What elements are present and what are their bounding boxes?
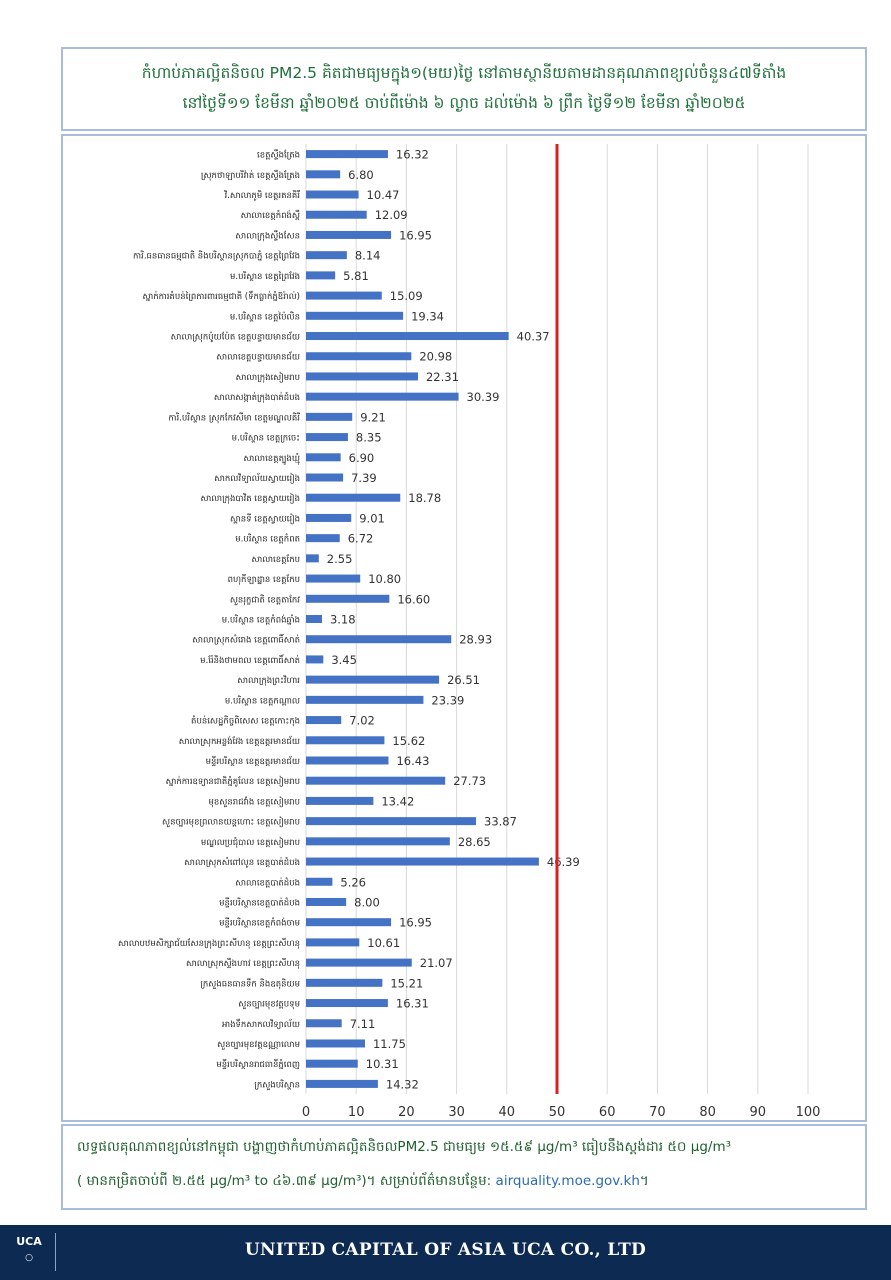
bar [306,211,367,219]
data-label: 2.55 [326,551,353,566]
bar [306,756,388,764]
x-tick-label: 40 [498,1105,516,1120]
company-name: UNITED CAPITAL OF ASIA UCA CO., LTD [244,1240,647,1260]
bar [306,615,322,623]
footnote-box [61,1124,867,1210]
category-label: សាកលវិទ្យាល័យស្វាយរៀង [214,474,300,485]
data-label: 40.37 [516,329,550,344]
uca-logo-text: UCA [16,1235,42,1248]
x-tick-label: 30 [448,1105,465,1120]
bar [306,413,352,421]
data-label: 16.32 [395,147,429,162]
bar [306,150,388,158]
data-label: 20.98 [419,349,453,364]
bar [306,534,340,542]
x-tick-label: 100 [795,1105,821,1120]
data-label: 16.60 [397,592,431,607]
bar [306,372,418,380]
data-label: 18.78 [408,491,442,506]
chart-title-line-2: នៅថ្ងៃទី១១ ខែមីនា ឆ្នាំ២០២៥ ចាប់ពីម៉ោង ៦ ល្ងាច ដល់ម៉ោង ៦ ព្រឹក ថ្ងៃទី១២ ខែមីនា ឆ្នាំ២០២៥ [182,94,746,112]
data-label: 33.87 [484,814,517,829]
bar [306,595,389,603]
category-label: មន្ទីរបរិស្ថានរាជធានីភ្នំពេញ [216,1060,300,1071]
bar [306,474,343,482]
bar [306,312,403,320]
bar [306,797,373,805]
category-label: ម.បរិស្ថាន ខេត្តព្រៃវែង [230,271,300,282]
bar [306,736,384,744]
category-label: វិ.សាលាភូមិ ខេត្តរតនគិរី [224,191,300,202]
data-label: 9.01 [359,511,385,526]
bar [306,170,340,178]
category-label: ម.បរិស្ថាន ខេត្តកំពត [235,534,300,545]
chart-panel [61,134,867,1122]
data-label: 28.93 [459,632,493,647]
category-label: សាលាស្រុកប៉ូយប៉ែត ខេត្តបន្ទាយមានជ័យ [170,332,300,343]
chart-title-line-1: កំហាប់ភាគល្អិតនិចល PM2.5 គិតជាមធ្យមក្នុង១(មយ)ថ្ងៃ នៅតាមស្ថានីយតាមដានគុណភាពខ្យល់ចំនួន៤៧ទីតាំង [141,64,787,82]
category-label: សាលាខេត្តកំពង់ស្ពឺ [240,211,300,222]
category-label: សួនច្បារមុខវត្តបទុម [238,999,300,1010]
data-label: 5.81 [343,268,369,283]
bar [306,1039,365,1047]
bar [306,999,388,1007]
category-label: ស្រុកថាឡាបរិវ៉ាត់ ខេត្តស្ទឹងត្រែង [200,170,300,181]
data-label: 14.32 [385,1077,419,1092]
category-label: សាលាស្រុកសំពៅលូន ខេត្តបាត់ដំបង [184,858,300,869]
data-label: 7.39 [351,471,377,486]
bar [306,433,348,441]
category-label: មន្ទីរបរិស្ថានខេត្តបាត់ដំបង [219,898,300,909]
chart-title-box [61,47,867,131]
footnote-line-2-end: ។ [639,1173,649,1189]
bar [306,1019,342,1027]
data-label: 8.35 [355,430,382,445]
bar [306,918,391,926]
x-tick-label: 0 [301,1105,311,1120]
data-label: 10.31 [365,1057,399,1072]
category-label: មន្ទីរបរិស្ថាន ខេត្តឧត្តរមានជ័យ [205,756,300,767]
bar [306,514,351,522]
bar [306,858,539,866]
category-label: សួនច្បារមុខព្រលានយន្តហោះ ខេត្តសៀមរាប [161,817,300,828]
data-label: 8.14 [354,248,381,263]
category-label: សាលាបឋមសិក្សាជ័យសែនក្រុងព្រះសីហនុ ខេត្តព្រះសីហនុ [117,938,300,949]
data-label: 10.80 [368,572,402,587]
data-label: 28.65 [457,834,491,849]
category-label: មន្ទីរបរិស្ថានខេត្តកំពង់ចាម [219,918,300,929]
bar [306,837,450,845]
data-label: 26.51 [447,673,481,688]
category-label: ស្នាក់ការតំបន់ព្រៃការពារធម្មជាតិ (ទឹកធ្លាក់ភ្នំឱរ៉ាល់) [142,292,300,303]
bar [306,554,319,562]
data-label: 15.62 [392,733,426,748]
category-label: ខេត្តស្ទឹងត្រែង [257,150,300,161]
category-label: សួនរុក្ខជាតិ ខេត្តតាកែវ [229,595,300,606]
category-label: សាលាខេត្តបាត់ដំបង [235,878,300,889]
category-label: សាលាស្រុកសំរោង ខេត្តពោធិ៍សាត់ [192,635,300,646]
bar [306,655,323,663]
bar [306,332,509,340]
bar [306,191,359,199]
data-label: 15.21 [390,976,424,991]
data-label: 16.95 [399,915,433,930]
pm25-bar-chart [63,136,865,1120]
data-label: 12.09 [374,208,408,223]
category-label: សាលាក្រុងសៀមរាប [235,372,300,383]
x-tick-label: 20 [398,1105,415,1120]
category-label: អាងទឹកសាកលវិទ្យាល័យ [222,1019,300,1030]
bar [306,817,476,825]
data-label: 16.43 [396,753,430,768]
bar [306,716,341,724]
category-label: សាលាស្រុកស្ទឹងហាវ ខេត្តព្រះសីហនុ [185,959,300,970]
x-tick-label: 90 [749,1105,767,1120]
x-tick-label: 70 [649,1105,666,1120]
category-label: ការិ.បរិស្ថាន ស្រុកកែវសីមា ខេត្តមណ្ឌលគិរី [168,413,300,424]
category-label: សាលាស្រុកអន្លង់វែង ខេត្តឧត្តរមានជ័យ [178,736,300,747]
data-label: 8.00 [354,895,380,910]
category-label: សាលាខេត្តបន្ទាយមានជ័យ [216,352,300,363]
data-label: 7.02 [349,713,375,728]
x-tick-label: 50 [548,1105,566,1120]
category-label: ម.បរិស្ថាន ខេត្តប៉ៃលិន [229,312,300,323]
logo-circle-icon: ○ [25,1253,33,1263]
data-label: 3.18 [329,612,356,627]
bar [306,231,391,239]
data-label: 5.26 [340,875,367,890]
data-label: 6.90 [348,450,375,465]
bar [306,575,360,583]
category-label: ពហុកីឡាដ្ឋាន ខេត្តកែប [227,575,300,586]
category-label: សាលាក្រុងព្រះវិហារ [237,676,300,687]
data-label: 46.39 [546,855,580,870]
bar [306,271,335,279]
category-label: ក្រសួងបរិស្ថាន [254,1080,300,1091]
data-label: 9.21 [360,410,386,425]
bar [306,938,359,946]
bar [306,777,445,785]
data-label: 21.07 [419,956,453,971]
bar [306,1080,378,1088]
category-label: សួនច្បារមុខវត្តឧណ្ណាលោម [217,1039,300,1050]
x-tick-label: 10 [347,1105,365,1120]
category-label: តំបន់សេដ្ឋកិច្ចពិសេស ខេត្តកោះកុង [191,716,300,727]
footnote-line-2-text: ( មានកម្រិតចាប់ពី ២.៥៥ µg/m³ to ៤៦.៣៩ µg/m³)។ សម្រាប់ព័ត៌មានបន្ថែម: [77,1173,492,1189]
bar [306,696,423,704]
footnote-line-1: លទ្ធផលគុណភាពខ្យល់នៅកម្ពុជា បង្ហាញថាកំហាប់ភាគល្អិតនិចលPM2.5 ជាមធ្យម ១៥.៥៩ µg/m³ ធៀបនឹងស្តង់ដារ ៥០ µg/m³ [77,1139,732,1155]
category-label: ម.បរិស្ថាន ខេត្តកណ្តាល [224,696,300,707]
bar [306,393,459,401]
data-label: 6.72 [347,531,374,546]
bar [306,352,411,360]
data-label: 10.61 [367,935,401,950]
footer-bar [0,1225,891,1280]
category-label: សាលាសង្កាត់ក្រុងបាត់ដំបង [213,393,300,404]
bar [306,676,439,684]
bar [306,898,346,906]
data-label: 16.95 [399,228,433,243]
data-label: 23.39 [431,693,465,708]
data-label: 3.45 [331,652,357,667]
data-label: 7.11 [349,1016,376,1031]
data-label: 11.75 [372,1036,406,1051]
data-label: 16.31 [395,996,429,1011]
category-label: សាលាខេត្តកែប [251,554,300,565]
data-label: 30.39 [466,390,500,405]
category-label: សាលាខេត្តត្បូងឃ្មុំ [243,453,300,464]
category-label: ស្នាក់ការឧទ្យានជាតិភ្នំគូលែន ខេត្តសៀមរាប [165,777,300,788]
category-label: ស្ពានទី ខេត្តស្វាយរៀង [230,514,300,525]
data-label: 15.09 [389,289,423,304]
bar [306,453,341,461]
data-label: 22.31 [425,369,459,384]
footnote-line-2 [77,1172,857,1192]
x-tick-label: 80 [699,1105,716,1120]
bar [306,979,382,987]
category-label: សាលាក្រុងបាវិត ខេត្តស្វាយរៀង [200,494,300,505]
data-label: 19.34 [411,309,445,324]
website-link[interactable]: airquality.moe.gov.kh [495,1173,640,1189]
category-label: ក្រសួងធនធានទឹក និងឧតុនិយម [200,979,300,990]
bar [306,635,451,643]
bar [306,251,347,259]
bar [306,878,332,886]
category-label: សាលាក្រុងស្ទឹងសែន [235,231,300,242]
bar [306,292,382,300]
x-tick-label: 60 [598,1105,616,1120]
category-label: មុខសួនរាជវាំង ខេត្តសៀមរាប [208,797,300,808]
data-label: 10.47 [366,188,400,203]
data-label: 27.73 [453,774,487,789]
category-label: មណ្ឌលប្រជុំបាល ខេត្តសៀមរាប [200,837,300,848]
bar [306,959,412,967]
category-label: ម.បរិស្ថាន ខេត្តកំពង់ឆ្នាំង [221,615,300,626]
bar [306,494,400,502]
category-label: ម.បរិស្ថាន ខេត្តក្រចេះ [231,433,300,444]
data-label: 13.42 [381,794,415,809]
category-label: ម.រ៉ែនិងថាមពល ខេត្តពោធិ៍សាត់ [200,655,300,666]
category-label: ការិ.ធនធានធម្មជាតិ និងបរិស្ថានស្រុកបាភ្នំ ខេត្តព្រៃវែង [133,251,300,262]
data-label: 6.80 [348,167,374,182]
bar [306,1060,358,1068]
